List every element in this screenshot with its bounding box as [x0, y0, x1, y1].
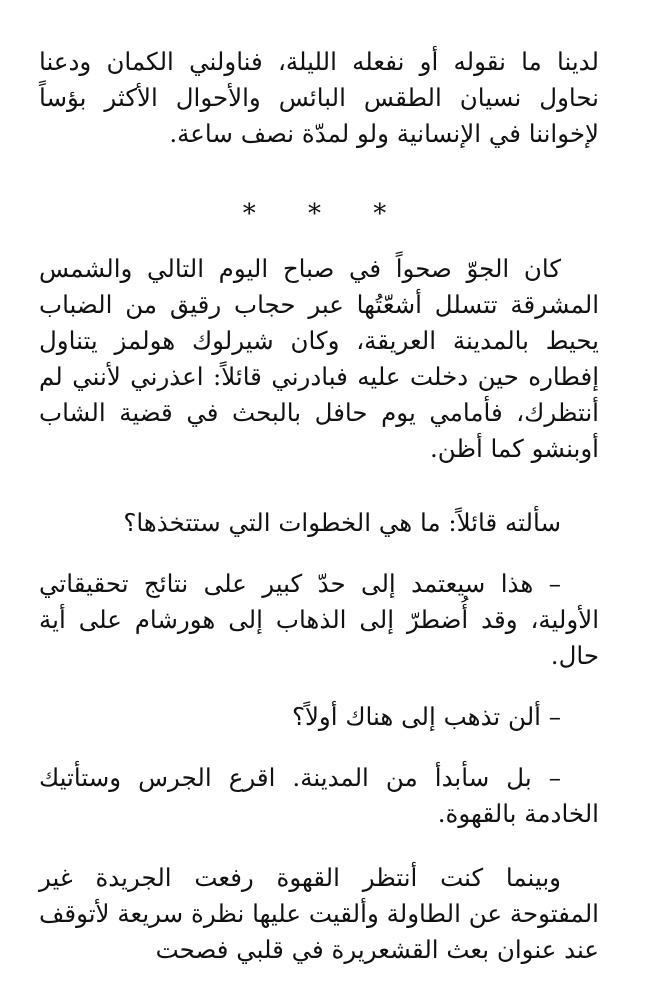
paragraph-3: سألته قائلاً: ما هي الخطوات التي ستتخذها؟ [123, 508, 561, 537]
paragraph-4-dialogue: – هذا سيعتمد إلى حدّ كبير على نتائج تحقيقاتي الأولية، وقد أُضطرّ إلى الذهاب إلى هورشام على أية حال. [39, 569, 599, 670]
section-separator-asterisks: * * * [242, 199, 409, 229]
paragraph-2: كان الجوّ صحواً في صباح اليوم التالي والشمس المشرقة تتسلل أشعّتُها عبر حجاب رقيق من الضباب يحيط بالمدينة العريقة، وكان شيرلوك هولمز يتناول إفطاره حين دخلت عليه فبادرني قائلاً: اعذرني لأنني لم أنتظرك، فأمامي يوم حافل بالبحث في قضية الشاب أوبنشو كما أظن. [39, 254, 599, 463]
paragraph-7: وبينما كنت أنتظر القهوة رفعت الجريدة غير المفتوحة عن الطاولة وألقيت عليها نظرة سريعة لأتوقف عند عنوان بعث القشعريرة في قلبي فصحت [39, 863, 599, 964]
paragraph-5-dialogue: – ألن تذهب إلى هناك أولاً؟ [291, 702, 561, 731]
paragraph-1: لدينا ما نقوله أو نفعله الليلة، فناولني الكمان ودعنا نحاول نسيان الطقس البائس والأحوال الأكثر بؤساً لإخواننا في الإنسانية ولو لمدّة نصف ساعة. [39, 47, 599, 148]
paragraph-6-dialogue: – بل سأبدأ من المدينة. اقرع الجرس وستأتيك الخادمة بالقهوة. [39, 763, 599, 828]
